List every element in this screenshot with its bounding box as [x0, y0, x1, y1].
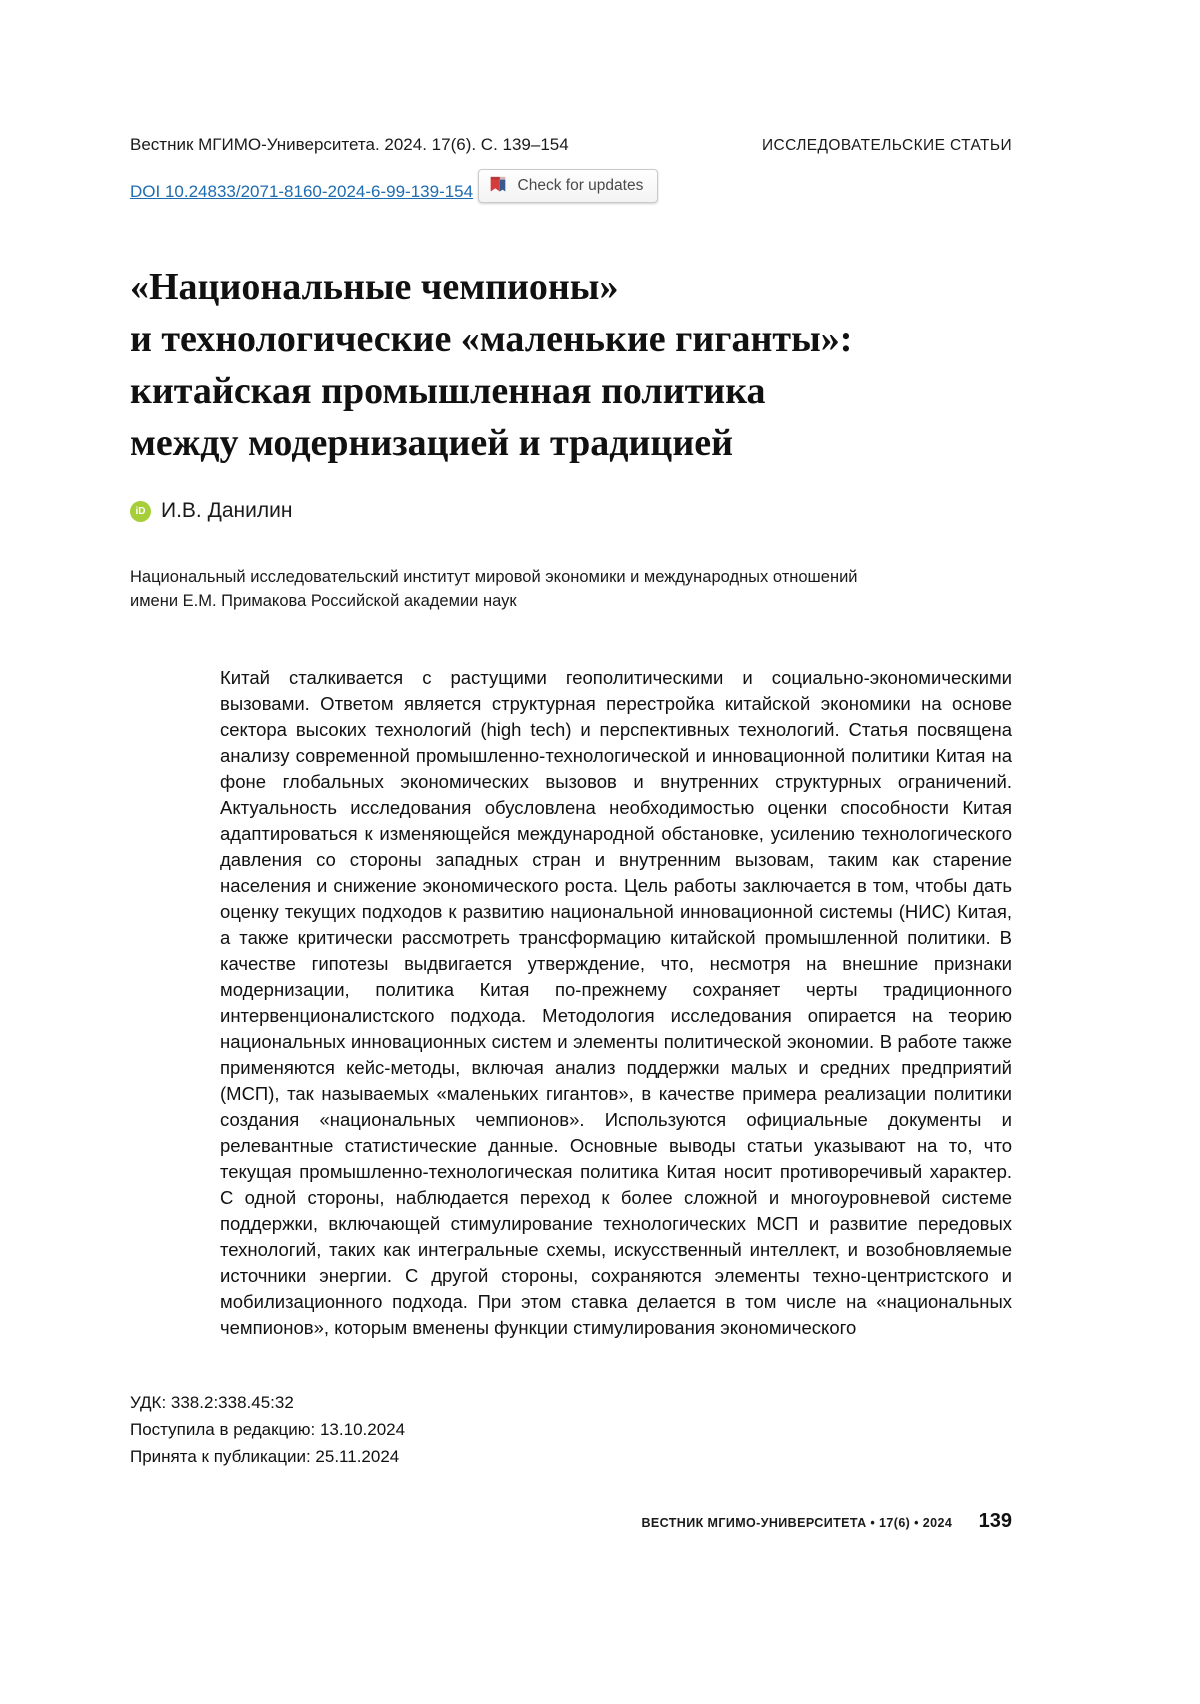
received-date: Поступила в редакцию: 13.10.2024: [130, 1420, 406, 1439]
author-name: И.В. Данилин: [161, 499, 293, 522]
check-for-updates-label: Check for updates: [517, 177, 644, 194]
udc-code: УДК: 338.2:338.45:32: [130, 1393, 294, 1412]
affiliation: Национальный исследовательский институт мировой экономики и международных отношений имени Е.М. Примакова Российской академии наук: [130, 568, 858, 610]
article-meta: [130, 1389, 1012, 1470]
page-footer: [130, 1510, 1012, 1533]
page-number: 139: [978, 1510, 1012, 1532]
journal-citation: Вестник МГИМО-Университета. 2024. 17(6). С. 139–154: [130, 135, 569, 154]
accepted-date: Принята к публикации: 25.11.2024: [130, 1447, 400, 1466]
abstract-text: Китай сталкивается с растущими геополитическими и социально-экономическими вызовами. Ответом является структурная перестройка китайской экономики на основе сектора высоких технологий (high tech) и перспективных технологий. Статья посвящена анализу современной промышленно-технологической и инновационной политики Китая на фоне глобальных экономических вызовов и внутренних структурных ограничений. Актуальность исследования обусловлена необходимостью оценки способности Китая адаптироваться к изменяющейся международной обстановке, усилению технологического давления со стороны западных стран и внутренним вызовам, таким как старение населения и снижение экономического роста. Цель работы заключается в том, чтобы дать оценку текущих подходов к развитию национальной инновационной системы (НИС) Китая, а также критически рассмотреть трансформацию китайской промышленной политики. В качестве гипотезы выдвигается утверждение, что, несмотря на внешние признаки модернизации, политика Китая по-прежнему сохраняет черты традиционного интервенционалистского подхода. Методология исследования опирается на теорию национальных инновационных систем и элементы политической экономии. В работе также применяются кейс-методы, включая анализ поддержки малых и средних предприятий (МСП), так называемых «маленьких гигантов», в качестве примера реализации политики создания «национальных чемпионов». Используются официальные документы и релевантные статистические данные. Основные выводы статьи указывают на то, что текущая промышленно-технологическая политика Китая носит противоречивый характер. С одной стороны, наблюдается переход к более сложной и многоуровневой системе поддержки, включающей стимулирование технологических МСП и развитие передовых технологий, таких как интегральные схемы, искусственный интеллект, и возобновляемые источники энергии. С другой стороны, сохраняются элементы техно-центристского и мобилизационного подхода. При этом ставка делается в том числе на «национальных чемпионов», которым вменены функции стимулирования экономического: [220, 667, 1012, 1338]
orcid-icon[interactable]: iD: [130, 501, 151, 522]
crossmark-icon: [487, 175, 509, 197]
check-for-updates-button[interactable]: [478, 169, 659, 203]
page-content: [130, 135, 1012, 1470]
author-row: [130, 499, 1012, 523]
section-label: ИССЛЕДОВАТЕЛЬСКИЕ СТАТЬИ: [762, 137, 1012, 154]
article-title: «Национальные чемпионы» и технологические «маленькие гиганты»: китайская промышленная политика между модернизацией и традицией: [130, 266, 853, 464]
footer-journal-line: ВЕСТНИК МГИМО-УНИВЕРСИТЕТА • 17(6) • 2024: [641, 1516, 953, 1530]
page-header: [130, 135, 1012, 155]
doi-link[interactable]: DOI 10.24833/2071-8160-2024-6-99-139-154: [130, 182, 474, 201]
